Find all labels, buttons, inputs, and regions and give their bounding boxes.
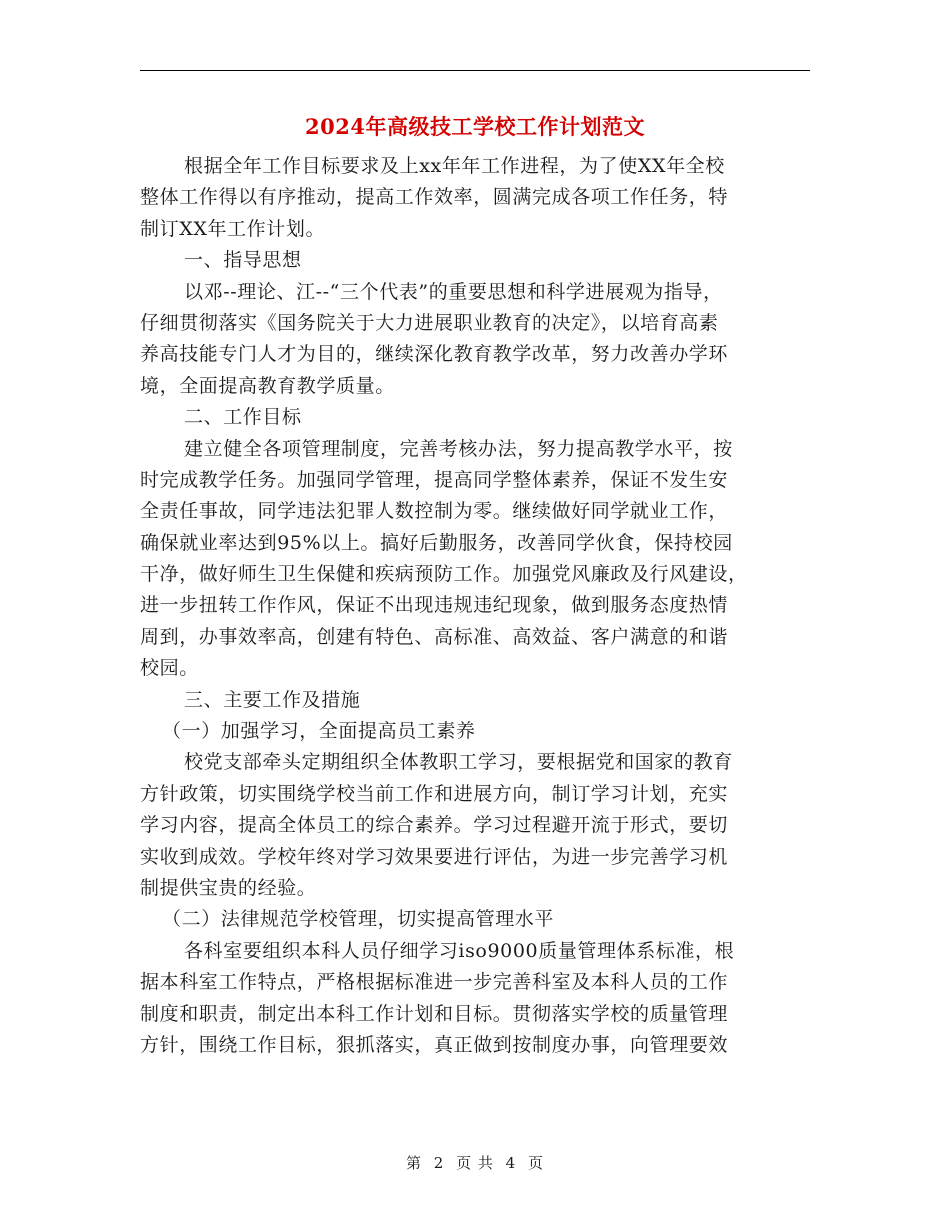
paragraph-line: 方针，围绕工作目标，狠抓落实，真正做到按制度办事，向管理要效 — [140, 1033, 729, 1056]
paragraph-line: 境，全面提高教育教学质量。 — [140, 374, 395, 397]
paragraph-line: 制度和职责，制定出本科工作计划和目标。贯彻落实学校的质量管理 — [140, 1002, 729, 1025]
paragraph-line: 进一步扭转工作作风，保证不出现违规违纪现象，做到服务态度热情 — [140, 594, 729, 617]
subsection-heading: （二）法律规范学校管理，切实提高管理水平 — [162, 908, 555, 931]
current-page-number: 2 — [433, 1154, 445, 1172]
section-heading: 二、工作目标 — [184, 406, 302, 429]
document-body — [140, 151, 810, 1061]
paragraph-line: 各科室要组织本科人员仔细学习iso9000质量管理体系标准，根 — [184, 939, 735, 962]
document-title: 2024年高级技工学校工作计划范文 — [305, 114, 645, 139]
paragraph-line: 以邓--理论、江--“三个代表”的重要思想和科学进展观为指导， — [184, 280, 723, 303]
subsection-heading: （一）加强学习，全面提高员工素养 — [162, 720, 476, 743]
footer-middle: 页 共 — [456, 1154, 494, 1172]
paragraph-line: 全责任事故，同学违法犯罪人数控制为零。继续做好同学就业工作， — [140, 500, 729, 523]
paragraph-line: 制订XX年工作计划。 — [140, 217, 326, 240]
footer-prefix: 第 — [405, 1154, 422, 1172]
paragraph-line: 干净，做好师生卫生保健和疾病预防工作。加强党风廉政及行风建设， — [140, 563, 748, 586]
paragraph-line: 校园。 — [140, 657, 199, 680]
paragraph-line: 校党支部牵头定期组织全体教职工学习，要根据党和国家的教育 — [184, 751, 733, 774]
paragraph-line: 学习内容，提高全体员工的综合素养。学习过程避开流于形式，要切 — [140, 814, 729, 837]
paragraph-line: 周到，办事效率高，创建有特色、高标准、高效益、客户满意的和谐 — [140, 625, 729, 648]
footer-suffix: 页 — [528, 1154, 545, 1172]
paragraph-line: 整体工作得以有序推动，提高工作效率，圆满完成各项工作任务，特 — [140, 186, 729, 209]
paragraph-line: 根据全年工作目标要求及上xx年年工作进程，为了使XX年全校 — [184, 155, 725, 177]
paragraph-line: 制提供宝贵的经验。 — [140, 876, 317, 899]
total-pages-number: 4 — [505, 1154, 517, 1172]
paragraph-line: 方针政策，切实围绕学校当前工作和进展方向，制订学习计划，充实 — [140, 782, 729, 805]
header-rule — [140, 70, 810, 71]
paragraph-line: 时完成教学任务。加强同学管理，提高同学整体素养，保证不发生安 — [140, 468, 729, 491]
paragraph-line: 实收到成效。学校年终对学习效果要进行评估，为进一步完善学习机 — [140, 845, 729, 868]
paragraph-line: 养高技能专门人才为目的，继续深化教育教学改革，努力改善办学环 — [140, 343, 729, 366]
section-heading: 三、主要工作及措施 — [184, 688, 361, 711]
paragraph-line: 确保就业率达到95%以上。搞好后勤服务，改善同学伙食，保持校园 — [140, 531, 733, 554]
paragraph-line: 据本科室工作特点，严格根据标准进一步完善科室及本科人员的工作 — [140, 971, 729, 994]
page-footer — [140, 1152, 810, 1174]
section-heading: 一、指导思想 — [184, 249, 302, 272]
paragraph-line: 建立健全各项管理制度，完善考核办法，努力提高教学水平，按 — [184, 437, 733, 460]
paragraph-line: 仔细贯彻落实《国务院关于大力进展职业教育的决定》，以培育高素 — [140, 311, 719, 334]
